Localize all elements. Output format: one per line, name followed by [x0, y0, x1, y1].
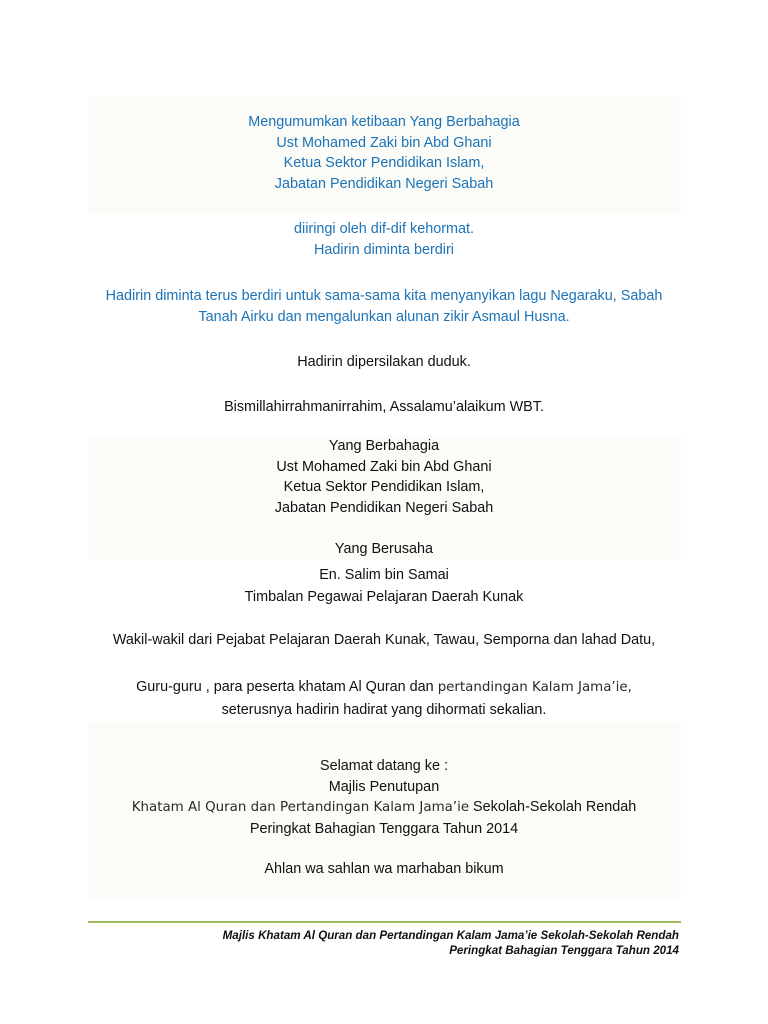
- welcome-line: [0, 797, 768, 819]
- guest-one-line: Yang Berbahagia: [328, 438, 440, 454]
- closing-text: Ahlan wa sahlan wa marhaban bikum: [264, 861, 504, 877]
- representatives-text: Wakil-wakil dari Pejabat Pelajaran Daerah Kunak, Tawau, Semporna dan lahad Datu,: [112, 632, 656, 648]
- footer-line: Peringkat Bahagian Tenggara Tahun 2014: [449, 943, 679, 957]
- footer: [223, 929, 679, 958]
- announcement-line: Mengumumkan ketibaan Yang Berbahagia: [248, 114, 520, 130]
- welcome-line: Selamat datang ke :: [320, 758, 448, 774]
- anthem-line: Tanah Airku dan mengalunkan alunan zikir Asmaul Husna.: [198, 308, 570, 325]
- teachers-line: [0, 676, 768, 699]
- guest-two-title-block: [0, 539, 768, 560]
- welcome-line: Majlis Penutupan: [328, 778, 440, 795]
- announcement-line: Ust Mohamed Zaki bin Abd Ghani: [276, 134, 492, 151]
- representatives-block: [0, 630, 768, 651]
- anthem-line: Hadirin diminta terus berdiri untuk sama-sama kita menyanyikan lagu Negaraku, Sabah: [105, 288, 663, 304]
- seated-instruction: [0, 352, 768, 373]
- anthem-block: [0, 286, 768, 327]
- guest-two-line: En. Salim bin Samai: [319, 567, 449, 583]
- teachers-line-part: Guru-guru , para peserta khatam Al Quran dan: [136, 679, 438, 695]
- welcome-event-name: Khatam Al Quran dan Pertandingan Kalam Jama’ie: [131, 800, 470, 815]
- welcome-block: [0, 756, 768, 839]
- teachers-block: [0, 676, 768, 721]
- closing-block: [0, 859, 768, 880]
- guest-one-line: Ketua Sektor Pendidikan Islam,: [283, 479, 485, 495]
- escort-block: [0, 219, 768, 260]
- escort-line: Hadirin diminta berdiri: [314, 241, 454, 258]
- welcome-line: Peringkat Bahagian Tenggara Tahun 2014: [249, 820, 519, 837]
- escort-line: diiringi oleh dif-dif kehormat.: [294, 221, 474, 237]
- teachers-line: seterusnya hadirin hadirat yang dihormati sekalian.: [221, 702, 547, 718]
- announcement-line: Jabatan Pendidikan Negeri Sabah: [274, 175, 494, 192]
- guest-two-line: Timbalan Pegawai Pelajaran Daerah Kunak: [244, 589, 524, 605]
- footer-line: Majlis Khatam Al Quran dan Pertandingan Kalam Jama’ie Sekolah-Sekolah Rendah: [222, 929, 679, 942]
- welcome-event-schools: Sekolah-Sekolah Rendah: [469, 799, 637, 815]
- greeting-block: [0, 397, 768, 418]
- footer-divider: [88, 921, 681, 923]
- guest-one-line: Jabatan Pendidikan Negeri Sabah: [274, 499, 494, 516]
- announcement-block: [0, 112, 768, 194]
- greeting-text: Bismillahirrahmanirrahim, Assalamu’alaikum WBT.: [224, 399, 544, 415]
- guest-one-block: [0, 436, 768, 518]
- guest-one-line: Ust Mohamed Zaki bin Abd Ghani: [276, 458, 492, 475]
- teachers-line-competition: pertandingan Kalam Jama’ie,: [437, 680, 632, 695]
- announcement-line: Ketua Sektor Pendidikan Islam,: [283, 155, 485, 171]
- seated-text: Hadirin dipersilakan duduk.: [297, 354, 471, 370]
- guest-two-title: Yang Berusaha: [334, 541, 434, 557]
- guest-two-block: [0, 564, 768, 608]
